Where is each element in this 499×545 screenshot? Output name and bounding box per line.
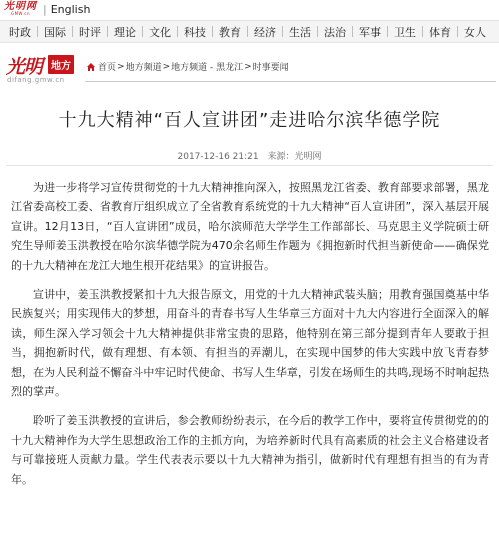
nav-item[interactable]: 卫生 [394,25,416,39]
difang-logo[interactable] [6,52,80,86]
top-bar [0,0,499,18]
article-paragraph: 宣讲中，姜玉洪教授紧扣十九大报告原文，用党的十九大精神武装头脑；用教育强国奠基中华民族复兴；用实现伟大的梦想，用奋斗的青春书写人生华章三方面对十九大内容进行全面深入的解读，师生深入学习领会十九大精神提供非常宝贵的思路，他特别在第三部分提到青年人要敢于担当，拥抱新时代，做有理想、有本领、有担当的弄潮儿，在实现中国梦的伟大实践中放飞青春梦想，在为人民利益不懈奋斗中牢记时代使命、书写人生华章，引发在场师生的共鸣,现场不时响起热烈的掌声。 [11,288,489,399]
difang-logo-text: 光明 [6,56,43,78]
home-icon [86,62,96,72]
brand [4,1,90,17]
article-paragraph: 聆听了姜玉洪教授的宣讲后，参会教师纷纷表示，在今后的教学工作中，要将宣传贯彻党的的十九大精神作为大学生思想政治工作的主抓方向，为培养新时代具有高素质的社会主义合格建设者与可靠接班人贡献力量。学生代表表示要以十九大精神为指引，做新时代有理想有担当的有为青年。 [11,414,489,486]
nav-item[interactable]: 时评 [79,25,101,39]
nav-list [0,21,499,42]
meta-divider [6,165,493,166]
nav-item[interactable]: 法治 [324,25,346,39]
breadcrumb-divider [85,81,496,82]
nav-item[interactable]: 经济 [254,25,276,39]
breadcrumb-heilongjiang[interactable]: 地方频道 - 黑龙江 [171,63,244,73]
nav-item[interactable]: 国际 [44,25,66,39]
breadcrumb-difang[interactable]: 地方频道 [125,63,162,73]
english-link[interactable]: English [50,2,91,16]
nav-item[interactable]: 时政 [9,25,31,39]
nav-item[interactable]: 科技 [184,25,206,39]
nav-item[interactable]: 体育 [429,25,451,39]
article-body [11,178,489,499]
breadcrumb-news[interactable]: 时事要闻 [252,63,289,73]
nav-item[interactable]: 女人 [464,25,486,39]
gmw-logo[interactable] [4,2,37,16]
nav-item[interactable]: 文化 [149,25,171,39]
breadcrumb-home[interactable]: 首页 [98,63,117,73]
article-source: 来源：光明网 [267,152,322,162]
difang-domain: difang.gmw.cn [7,76,65,84]
nav-item[interactable]: 生活 [289,25,311,39]
article-paragraph: 为进一步将学习宣传贯彻党的十九大精神推向深入，按照黑龙江省委、教育部要求部署，黑龙江省委高校工委、省教育厅组织成立了全省教育系统党的十九大精神“百人宣讲团”，深入基层开展宣讲。12月13日，“百人宣讲团”成员，哈尔滨师范大学学生工作部部长、马克思主义学院硕士研究生导师姜玉洪教授在哈尔滨华德学院为470余名师生作题为《拥抱新时代担当新使命——确保党的十九大精神在龙江大地生根开花结果》的宣讲报告。 [11,181,489,272]
difang-badge: 地方 [48,55,74,74]
gmw-logo-text: 光明网 [4,1,37,12]
article-date: 2017-12-16 21:21 [177,152,259,162]
gmw-logo-subtext: GMW.cn [10,11,31,16]
main-nav [0,20,499,43]
nav-item[interactable]: 教育 [219,25,241,39]
nav-item[interactable]: 军事 [359,25,381,39]
article-meta [0,149,499,162]
lang-separator: | [43,2,47,16]
nav-item[interactable]: 理论 [114,25,136,39]
channel-header [0,46,499,90]
breadcrumb: 首页 > 地方频道 > 地方频道 - 黑龙江 > 时事要闻 [86,60,289,73]
article-title: 十九大精神“百人宣讲团”走进哈尔滨华德学院 [58,110,441,131]
